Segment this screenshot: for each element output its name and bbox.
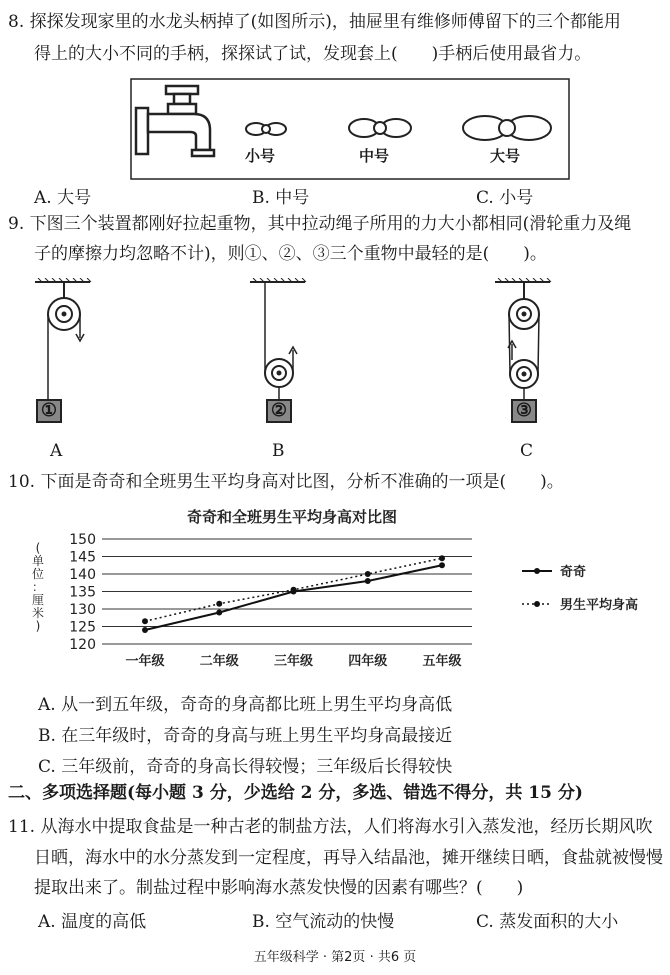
medium-handle-icon	[349, 119, 411, 137]
q11-option-a[interactable]: A. 温度的高低	[38, 912, 147, 932]
data-point	[365, 571, 371, 577]
handle-label-medium: 中号	[359, 147, 390, 165]
q9-line1: 9. 下图三个装置都刚好拉起重物，其中拉动绳子所用的力大小都相同(滑轮重力及绳	[8, 214, 632, 234]
y-tick-label: 130	[69, 602, 96, 618]
y-label-char: 米	[31, 606, 45, 620]
y-tick-label: 150	[69, 532, 96, 548]
data-point	[142, 627, 148, 633]
y-label-char: 位	[31, 567, 45, 581]
height-comparison-chart	[30, 500, 660, 680]
q11-option-b[interactable]: B. 空气流动的快慢	[252, 912, 395, 932]
series-line	[145, 565, 442, 630]
y-tick-label: 125	[69, 619, 96, 636]
q8-option-b[interactable]: B. 中号	[252, 188, 310, 208]
handle-label-large: 大号	[490, 147, 521, 165]
y-label-char: (	[35, 541, 41, 555]
data-point	[439, 562, 445, 568]
large-handle-icon	[463, 116, 551, 140]
y-label-char: )	[35, 619, 41, 633]
q11-line1: 11. 从海水中提取食盐是一种古老的制盐方法，人们将海水引入蒸发池，经历长期风吹	[8, 817, 653, 837]
chart-x-ticks	[125, 653, 461, 669]
q8-option-c[interactable]: C. 小号	[476, 188, 534, 208]
data-point	[142, 618, 148, 624]
y-tick-label: 135	[69, 584, 96, 601]
section-2-heading: 二、多项选择题(每小题 3 分，少选给 2 分，多选、错选不得分，共 15 分)	[8, 783, 583, 803]
q9-option-a[interactable]: A	[50, 441, 63, 461]
q9-line2: 子的摩擦力均忽略不计)，则①、②、③三个重物中最轻的是( )。	[34, 244, 547, 264]
chart-series	[142, 555, 445, 633]
handle-label-small: 小号	[245, 147, 276, 165]
data-point	[365, 578, 371, 584]
x-tick-label: 一年级	[125, 654, 165, 669]
x-tick-label: 二年级	[199, 654, 239, 669]
y-label-char: 单	[31, 554, 45, 568]
page-footer: 五年级科学 · 第2页 · 共6 页	[253, 950, 417, 965]
y-tick-label: 120	[69, 637, 96, 653]
y-tick-label: 140	[69, 567, 96, 583]
q8-line2: 得上的大小不同的手柄，探探试了试，发现套上( )手柄后使用最省力。	[34, 44, 592, 64]
chart-y-axis-label	[32, 541, 44, 633]
x-tick-label: 三年级	[273, 654, 314, 669]
data-point	[291, 587, 297, 593]
q8-option-a[interactable]: A. 大号	[34, 188, 92, 208]
small-handle-icon	[246, 123, 286, 135]
x-tick-label: 四年级	[348, 654, 388, 669]
legend-label: 奇奇	[560, 565, 587, 580]
y-label-char: 厘	[31, 593, 45, 607]
q11-line2: 日晒，海水中的水分蒸发到一定程度，再导入结晶池，摊开继续日晒，食盐就被慢慢	[34, 848, 663, 868]
q11-line3: 提取出来了。制盐过程中影响海水蒸发快慢的因素有哪些？( )	[34, 878, 524, 898]
q10-option-b[interactable]: B. 在三年级时，奇奇的身高与班上男生平均身高最接近	[38, 726, 453, 746]
y-label-char: ：	[31, 580, 45, 594]
data-point	[216, 601, 222, 607]
data-point	[439, 555, 445, 561]
data-point	[216, 610, 222, 616]
y-tick-label: 145	[69, 549, 96, 566]
faucet-icon	[136, 86, 214, 156]
weight-3: ③	[515, 400, 533, 421]
chart-legend	[522, 564, 638, 613]
legend-marker	[534, 601, 540, 607]
q10-option-a[interactable]: A. 从一到五年级，奇奇的身高都比班上男生平均身高低	[38, 695, 453, 715]
chart-title: 奇奇和全班男生平均身高对比图	[186, 508, 398, 526]
q9-option-b[interactable]: B	[272, 441, 285, 461]
legend-label: 男生平均身高	[560, 598, 639, 613]
q9-option-c[interactable]: C	[520, 441, 534, 461]
legend-marker	[534, 568, 540, 574]
q8-line1: 8. 探探发现家里的水龙头柄掉了(如图所示)，抽屉里有维修师傅留下的三个都能用	[8, 12, 621, 32]
weight-2: ②	[270, 400, 288, 421]
chart-y-ticks	[69, 532, 96, 653]
weight-1: ①	[40, 400, 58, 421]
q11-option-c[interactable]: C. 蒸发面积的大小	[476, 912, 619, 932]
x-tick-label: 五年级	[422, 654, 462, 669]
q10-line1: 10. 下面是奇奇和全班男生平均身高对比图，分析不准确的一项是( )。	[8, 472, 564, 492]
q10-option-c[interactable]: C. 三年级前，奇奇的身高长得较慢；三年级后长得较快	[38, 757, 453, 777]
